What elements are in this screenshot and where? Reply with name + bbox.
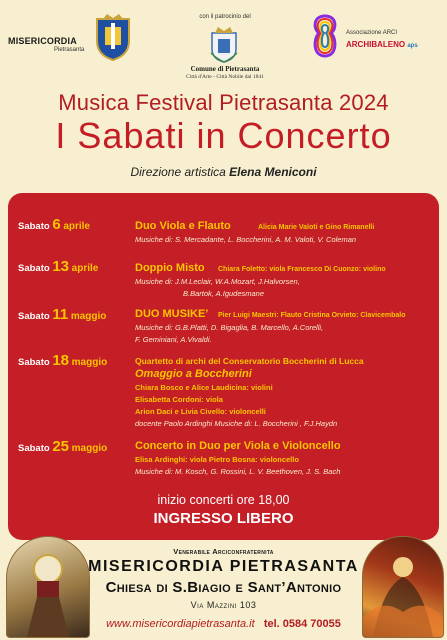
date-day: 13 (52, 258, 70, 275)
confraternity-label: Venerabile Arciconfraternita (173, 547, 274, 556)
misericordia-logo-sub: Pietrasanta (54, 47, 85, 53)
concert-program-line: docente Paolo Ardinghi Musiche di: L. Boccherini , F.J.Haydn (135, 419, 338, 428)
date-day: 18 (52, 352, 70, 369)
date-weekday: Sabato (18, 263, 50, 274)
concert-member: Chiara Bosco e Alice Laudicina: violini (135, 383, 273, 392)
concert-member: Elisabetta Cordoni: viola (135, 395, 223, 404)
concert-performers: Pier Luigi Maestri: Flauto Cristina Orvieto: Clavicembalo (218, 312, 406, 319)
date-day: 11 (52, 306, 69, 323)
concert-program-line: B.Bartok, A.Igudesmane (183, 289, 265, 298)
comune-subtitle: Città d'Arte - Città Nobile dal 1841 (186, 74, 264, 80)
contact-line (0, 618, 447, 630)
comune-crest-icon (209, 25, 239, 63)
concert-title: Concerto in Duo per Viola e Violoncello (135, 440, 341, 452)
concert-title: Duo Viola e Flauto (135, 220, 231, 232)
concert-date (18, 438, 107, 455)
series-title: I Sabati in Concerto (55, 115, 392, 156)
concert-program-line: Musiche di: S. Mercadante, L. Boccherini, A. M. Valoti, V. Coleman (135, 235, 357, 244)
misericordia-heading: MISERICORDIA PIETRASANTA (88, 558, 359, 575)
festival-title: Musica Festival Pietrasanta 2024 (58, 90, 389, 115)
phone-number[interactable]: tel. 0584 70055 (263, 618, 341, 630)
misericordia-crest-icon (93, 13, 133, 61)
arci-aps: aps (407, 43, 418, 49)
archibaleno-logo-icon (308, 13, 342, 59)
date-month: maggio (70, 311, 107, 322)
church-name: Chiesa di S.Biagio e Sant’Antonio (105, 579, 342, 596)
concert-member: Arion Daci e Livia Civello: violoncelli (135, 407, 266, 416)
date-weekday: Sabato (18, 221, 50, 232)
direzione-name: Elena Meniconi (229, 165, 317, 179)
concert-date (18, 216, 90, 233)
concert-program-line: F. Geminiani, A.Vivaldi. (135, 335, 212, 344)
date-month: aprile (71, 263, 99, 274)
date-month: maggio (71, 443, 108, 454)
concert-date (18, 306, 106, 323)
concert-date (18, 258, 98, 275)
misericordia-logo-name: MISERICORDIA (8, 36, 77, 46)
date-weekday: Sabato (18, 311, 50, 322)
concert-program-line: Musiche di: M. Kosch, G. Rossini, L. V. Beethoven, J. S. Bach (135, 467, 341, 476)
concert-subtitle: Omaggio a Boccherini (135, 368, 252, 380)
date-weekday: Sabato (18, 443, 50, 454)
arci-archibaleno-name: ARCHIBALENO (346, 40, 406, 49)
date-weekday: Sabato (18, 357, 50, 368)
free-entry: INGRESSO LIBERO (153, 510, 294, 527)
concert-performers: Chiara Foletto: viola Francesco Di Cuonzo: violino (218, 266, 386, 273)
concert-program-line: Musiche di: J.M.Leclair, W.A.Mozart, J.Halvorsen, (135, 277, 300, 286)
date-day: 25 (52, 438, 70, 455)
artistic-direction (0, 165, 447, 179)
address: Via Mazzini 103 (190, 600, 257, 610)
concert-date (18, 352, 107, 369)
comune-name: Comune di Pietrasanta (190, 65, 260, 73)
direzione-label: Direzione artistica (130, 165, 226, 179)
concert-title: DUO MUSIKE’ (135, 308, 209, 320)
date-month: maggio (71, 357, 108, 368)
start-time: inizio concerti ore 18,00 (157, 493, 290, 507)
arci-association-label: Associazione ARCI (346, 30, 398, 36)
concert-performers: Elisa Ardinghi: viola Pietro Bosna: violoncello (135, 455, 299, 464)
concert-performers: Alicia Marie Valoti e Gino Rimanelli (258, 224, 375, 231)
arci-archibaleno-label (346, 40, 418, 49)
website-link[interactable]: www.misericordiapietrasanta.it (106, 618, 255, 630)
concert-title: Quartetto di archi del Conservatorio Boccherini di Lucca (135, 356, 364, 366)
concert-title: Doppio Misto (135, 262, 205, 274)
date-day: 6 (52, 216, 61, 233)
date-month: aprile (63, 221, 90, 232)
concert-program-line: Musiche di: G.B.Platti, D. Bigaglia, B. Marcello, A.Corelli, (135, 323, 324, 332)
patrocinio-text: con il patrocinio del (199, 14, 251, 20)
